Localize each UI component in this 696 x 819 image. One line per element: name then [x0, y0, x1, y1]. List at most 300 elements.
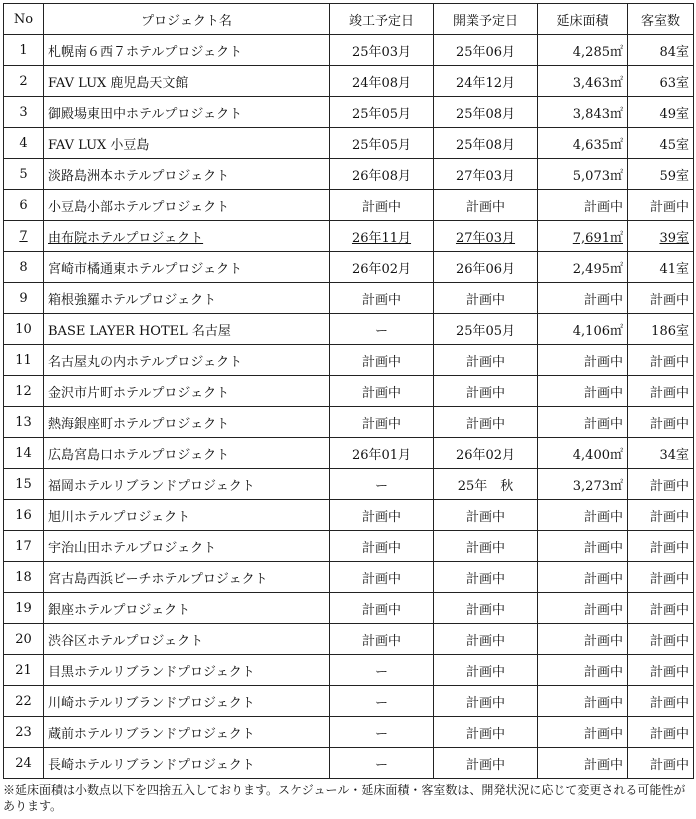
cell-rooms — [628, 717, 694, 748]
cell-floor-area — [538, 593, 628, 624]
cell-floor-area — [538, 407, 628, 438]
cell-floor-area — [538, 469, 628, 500]
header-opening-date: 開業予定日 — [434, 4, 538, 35]
cell-no-text: 19 — [15, 600, 32, 616]
cell-opening-date-text: 26年06月 — [455, 261, 516, 277]
cell-project-name — [44, 376, 330, 407]
cell-opening-date-text: 計画中 — [465, 726, 505, 742]
cell-floor-area — [538, 221, 628, 252]
cell-floor-area — [538, 314, 628, 345]
cell-no-text: 13 — [15, 414, 32, 430]
cell-completion-date-text: 計画中 — [361, 602, 401, 618]
cell-rooms-text: 計画中 — [649, 416, 689, 432]
cell-opening-date-text: 計画中 — [465, 509, 505, 525]
cell-completion-date-text: ー — [374, 757, 388, 773]
cell-rooms-text: 計画中 — [649, 757, 689, 773]
cell-rooms-text: 41室 — [659, 261, 689, 277]
cell-no — [4, 686, 44, 717]
cell-project-name-text: 宇治山田ホテルプロジェクト — [48, 540, 217, 556]
cell-floor-area — [538, 717, 628, 748]
cell-opening-date — [434, 717, 538, 748]
cell-rooms-text: 84室 — [659, 44, 689, 60]
cell-rooms — [628, 345, 694, 376]
cell-floor-area — [538, 748, 628, 779]
cell-no-text: 11 — [15, 352, 32, 368]
table-header — [4, 4, 694, 35]
cell-completion-date-text: 計画中 — [361, 509, 401, 525]
cell-no-text: 9 — [19, 290, 28, 306]
table-row — [4, 562, 694, 593]
cell-rooms-text: 計画中 — [649, 509, 689, 525]
cell-no — [4, 97, 44, 128]
cell-project-name-text: 旭川ホテルプロジェクト — [48, 509, 191, 525]
cell-completion-date — [330, 159, 434, 190]
cell-opening-date — [434, 97, 538, 128]
cell-floor-area-text: 計画中 — [583, 757, 623, 773]
cell-opening-date — [434, 469, 538, 500]
cell-floor-area — [538, 66, 628, 97]
header-row — [4, 4, 694, 35]
cell-project-name-text: 札幌南６西７ホテルプロジェクト — [48, 44, 243, 60]
cell-completion-date — [330, 717, 434, 748]
footnote: ※延床面積は小数点以下を四捨五入しております。スケジュール・延床面積・客室数は、開発状況に応じて変更される可能性があります。 — [3, 783, 686, 813]
table-row — [4, 314, 694, 345]
cell-opening-date-text: 計画中 — [465, 633, 505, 649]
cell-no — [4, 500, 44, 531]
cell-no — [4, 655, 44, 686]
cell-rooms — [628, 35, 694, 66]
cell-rooms — [628, 66, 694, 97]
cell-rooms-text: 計画中 — [649, 571, 689, 587]
cell-no — [4, 531, 44, 562]
cell-no — [4, 190, 44, 221]
cell-completion-date-text: 26年01月 — [351, 447, 412, 463]
cell-opening-date — [434, 283, 538, 314]
cell-rooms-text: 計画中 — [649, 478, 689, 494]
cell-no — [4, 252, 44, 283]
cell-no-text: 16 — [15, 507, 32, 523]
cell-project-name-text: FAV LUX 鹿児島天文館 — [48, 75, 189, 91]
cell-project-name-text: 長崎ホテルリブランドプロジェクト — [48, 757, 255, 773]
cell-project-name — [44, 128, 330, 159]
table-row — [4, 500, 694, 531]
cell-opening-date — [434, 593, 538, 624]
cell-completion-date-text: 計画中 — [361, 416, 401, 432]
cell-project-name — [44, 655, 330, 686]
cell-opening-date — [434, 438, 538, 469]
cell-no-text: 10 — [15, 321, 32, 337]
table-row — [4, 748, 694, 779]
cell-opening-date-text: 計画中 — [465, 540, 505, 556]
cell-completion-date — [330, 438, 434, 469]
cell-floor-area-text: 7,691㎡ — [572, 230, 623, 246]
cell-project-name — [44, 97, 330, 128]
cell-floor-area-text: 3,463㎡ — [572, 75, 623, 91]
cell-completion-date-text: ー — [374, 323, 388, 339]
cell-opening-date-text: 25年08月 — [455, 137, 516, 153]
cell-no — [4, 35, 44, 66]
cell-no — [4, 314, 44, 345]
cell-no — [4, 407, 44, 438]
cell-project-name-text: 金沢市片町ホテルプロジェクト — [48, 385, 230, 401]
cell-completion-date — [330, 345, 434, 376]
table-row — [4, 376, 694, 407]
cell-opening-date — [434, 531, 538, 562]
cell-rooms — [628, 221, 694, 252]
cell-project-name — [44, 717, 330, 748]
cell-project-name-text: 熱海銀座町ホテルプロジェクト — [48, 416, 230, 432]
cell-opening-date-text: 計画中 — [465, 695, 505, 711]
cell-project-name-text: FAV LUX 小豆島 — [48, 137, 150, 153]
cell-floor-area — [538, 500, 628, 531]
cell-rooms-text: 計画中 — [649, 726, 689, 742]
cell-opening-date — [434, 686, 538, 717]
cell-rooms-text: 63室 — [659, 75, 689, 91]
cell-rooms — [628, 252, 694, 283]
cell-completion-date — [330, 128, 434, 159]
cell-opening-date — [434, 500, 538, 531]
cell-project-name-text: BASE LAYER HOTEL 名古屋 — [48, 323, 231, 339]
cell-floor-area-text: 計画中 — [583, 571, 623, 587]
table-row — [4, 717, 694, 748]
cell-opening-date-text: 25年05月 — [455, 323, 516, 339]
cell-opening-date — [434, 35, 538, 66]
cell-rooms — [628, 376, 694, 407]
cell-completion-date — [330, 562, 434, 593]
cell-opening-date-text: 計画中 — [465, 292, 505, 308]
cell-opening-date-text: 計画中 — [465, 664, 505, 680]
cell-rooms — [628, 438, 694, 469]
cell-rooms-text: 計画中 — [649, 695, 689, 711]
cell-completion-date — [330, 407, 434, 438]
header-project-name: プロジェクト名 — [44, 4, 330, 35]
cell-project-name — [44, 345, 330, 376]
cell-completion-date — [330, 252, 434, 283]
cell-completion-date — [330, 593, 434, 624]
cell-no — [4, 469, 44, 500]
cell-floor-area — [538, 283, 628, 314]
cell-completion-date — [330, 376, 434, 407]
cell-rooms-text: 計画中 — [649, 385, 689, 401]
cell-project-name-text: 宮古島西浜ビーチホテルプロジェクト — [48, 571, 268, 587]
table-row — [4, 345, 694, 376]
cell-rooms-text: 計画中 — [649, 633, 689, 649]
table-body — [4, 35, 694, 779]
cell-rooms — [628, 314, 694, 345]
cell-project-name — [44, 314, 330, 345]
cell-completion-date — [330, 97, 434, 128]
cell-project-name — [44, 469, 330, 500]
cell-project-name — [44, 159, 330, 190]
cell-rooms — [628, 159, 694, 190]
cell-opening-date — [434, 190, 538, 221]
cell-rooms-text: 計画中 — [649, 292, 689, 308]
cell-floor-area-text: 計画中 — [583, 726, 623, 742]
cell-floor-area-text: 4,635㎡ — [572, 137, 623, 153]
cell-completion-date-text: 26年11月 — [351, 230, 412, 246]
cell-project-name — [44, 35, 330, 66]
cell-rooms — [628, 407, 694, 438]
cell-project-name-text: 淡路島洲本ホテルプロジェクト — [48, 168, 230, 184]
table-row — [4, 438, 694, 469]
cell-rooms-text: 59室 — [659, 168, 689, 184]
header-floor-area: 延床面積 — [538, 4, 628, 35]
cell-completion-date-text: 25年05月 — [351, 137, 412, 153]
cell-floor-area-text: 計画中 — [583, 354, 623, 370]
cell-completion-date — [330, 531, 434, 562]
cell-rooms — [628, 190, 694, 221]
table-row — [4, 469, 694, 500]
cell-no — [4, 376, 44, 407]
cell-project-name — [44, 252, 330, 283]
cell-completion-date-text: 26年08月 — [351, 168, 412, 184]
cell-completion-date-text: 計画中 — [361, 354, 401, 370]
header-rooms: 客室数 — [628, 4, 694, 35]
table-row — [4, 686, 694, 717]
cell-project-name-text: 御殿場東田中ホテルプロジェクト — [48, 106, 243, 122]
cell-floor-area — [538, 531, 628, 562]
cell-opening-date-text: 計画中 — [465, 385, 505, 401]
cell-rooms-text: 計画中 — [649, 602, 689, 618]
cell-project-name-text: 目黒ホテルリブランドプロジェクト — [48, 664, 255, 680]
cell-floor-area — [538, 252, 628, 283]
header-no: No — [4, 4, 44, 35]
cell-no — [4, 128, 44, 159]
cell-no-text: 6 — [19, 197, 28, 213]
cell-no — [4, 748, 44, 779]
cell-project-name-text: 由布院ホテルプロジェクト — [48, 230, 204, 246]
cell-project-name — [44, 500, 330, 531]
cell-opening-date — [434, 407, 538, 438]
cell-project-name-text: 広島宮島口ホテルプロジェクト — [48, 447, 230, 463]
cell-floor-area-text: 計画中 — [583, 695, 623, 711]
cell-completion-date-text: 計画中 — [361, 540, 401, 556]
cell-project-name — [44, 438, 330, 469]
table-row — [4, 283, 694, 314]
table-row — [4, 35, 694, 66]
cell-rooms-text: 34室 — [659, 447, 689, 463]
cell-opening-date-text: 26年02月 — [455, 447, 516, 463]
cell-completion-date — [330, 748, 434, 779]
cell-no-text: 1 — [19, 42, 28, 58]
cell-floor-area — [538, 686, 628, 717]
cell-no — [4, 562, 44, 593]
cell-completion-date-text: ー — [374, 664, 388, 680]
cell-no-text: 17 — [15, 538, 32, 554]
cell-project-name-text: 川崎ホテルリブランドプロジェクト — [48, 695, 255, 711]
cell-no — [4, 438, 44, 469]
cell-opening-date — [434, 66, 538, 97]
table-row — [4, 159, 694, 190]
cell-project-name-text: 名古屋丸の内ホテルプロジェクト — [48, 354, 243, 370]
cell-floor-area-text: 4,285㎡ — [572, 44, 623, 60]
cell-no-text: 3 — [19, 104, 28, 120]
table-row — [4, 128, 694, 159]
cell-rooms-text: 39室 — [659, 230, 689, 246]
cell-project-name-text: 福岡ホテルリブランドプロジェクト — [48, 478, 255, 494]
cell-floor-area-text: 5,073㎡ — [572, 168, 623, 184]
cell-rooms — [628, 500, 694, 531]
cell-no-text: 22 — [15, 693, 32, 709]
cell-opening-date — [434, 376, 538, 407]
cell-rooms-text: 計画中 — [649, 664, 689, 680]
cell-project-name-text: 蔵前ホテルリブランドプロジェクト — [48, 726, 255, 742]
cell-no — [4, 66, 44, 97]
cell-no-text: 5 — [19, 166, 28, 182]
cell-floor-area-text: 4,106㎡ — [572, 323, 623, 339]
cell-project-name — [44, 283, 330, 314]
cell-rooms-text: 計画中 — [649, 354, 689, 370]
cell-opening-date — [434, 345, 538, 376]
cell-opening-date — [434, 314, 538, 345]
cell-floor-area-text: 計画中 — [583, 633, 623, 649]
cell-completion-date-text: 24年08月 — [351, 75, 412, 91]
cell-floor-area-text: 計画中 — [583, 602, 623, 618]
cell-floor-area — [538, 562, 628, 593]
cell-floor-area — [538, 655, 628, 686]
cell-opening-date-text: 計画中 — [465, 571, 505, 587]
cell-no-text: 18 — [15, 569, 32, 585]
cell-project-name — [44, 686, 330, 717]
cell-no — [4, 593, 44, 624]
cell-rooms — [628, 748, 694, 779]
cell-rooms — [628, 97, 694, 128]
cell-completion-date-text: 計画中 — [361, 292, 401, 308]
cell-completion-date — [330, 221, 434, 252]
cell-completion-date-text: 計画中 — [361, 385, 401, 401]
cell-rooms — [628, 686, 694, 717]
cell-opening-date-text: 計画中 — [465, 199, 505, 215]
cell-project-name — [44, 190, 330, 221]
table-row — [4, 593, 694, 624]
cell-floor-area-text: 4,400㎡ — [572, 447, 623, 463]
cell-opening-date-text: 27年03月 — [455, 168, 516, 184]
cell-completion-date-text: 26年02月 — [351, 261, 412, 277]
cell-project-name — [44, 748, 330, 779]
cell-opening-date-text: 24年12月 — [455, 75, 516, 91]
cell-opening-date — [434, 655, 538, 686]
cell-floor-area-text: 2,495㎡ — [572, 261, 623, 277]
cell-rooms — [628, 593, 694, 624]
cell-rooms-text: 計画中 — [649, 540, 689, 556]
cell-floor-area-text: 計画中 — [583, 385, 623, 401]
cell-rooms-text: 49室 — [659, 106, 689, 122]
cell-floor-area — [538, 438, 628, 469]
cell-rooms — [628, 531, 694, 562]
cell-opening-date-text: 25年06月 — [455, 44, 516, 60]
cell-completion-date-text: 25年03月 — [351, 44, 412, 60]
cell-floor-area-text: 計画中 — [583, 664, 623, 680]
cell-floor-area-text: 計画中 — [583, 416, 623, 432]
cell-opening-date — [434, 159, 538, 190]
cell-no-text: 2 — [19, 73, 28, 89]
table-row — [4, 221, 694, 252]
cell-completion-date — [330, 283, 434, 314]
cell-opening-date — [434, 128, 538, 159]
cell-no — [4, 717, 44, 748]
cell-completion-date-text: 25年05月 — [351, 106, 412, 122]
cell-completion-date-text: 計画中 — [361, 571, 401, 587]
cell-completion-date — [330, 35, 434, 66]
cell-no-text: 14 — [15, 445, 32, 461]
cell-completion-date-text: ー — [374, 695, 388, 711]
cell-no-text: 12 — [15, 383, 32, 399]
cell-project-name-text: 宮崎市橘通東ホテルプロジェクト — [48, 261, 243, 277]
cell-floor-area-text: 計画中 — [583, 292, 623, 308]
cell-rooms — [628, 655, 694, 686]
cell-project-name — [44, 531, 330, 562]
cell-opening-date-text: 計画中 — [465, 602, 505, 618]
cell-floor-area-text: 計画中 — [583, 540, 623, 556]
cell-completion-date — [330, 655, 434, 686]
cell-no — [4, 159, 44, 190]
cell-floor-area-text: 計画中 — [583, 509, 623, 525]
cell-rooms-text: 45室 — [659, 137, 689, 153]
cell-completion-date — [330, 66, 434, 97]
cell-opening-date-text: 25年 秋 — [457, 478, 514, 494]
table-row — [4, 624, 694, 655]
cell-no-text: 20 — [15, 631, 32, 647]
table-row — [4, 531, 694, 562]
cell-completion-date-text: 計画中 — [361, 199, 401, 215]
cell-project-name — [44, 624, 330, 655]
cell-no — [4, 283, 44, 314]
cell-opening-date — [434, 748, 538, 779]
cell-project-name-text: 銀座ホテルプロジェクト — [48, 602, 191, 618]
cell-completion-date — [330, 314, 434, 345]
cell-opening-date — [434, 221, 538, 252]
cell-rooms-text: 計画中 — [649, 199, 689, 215]
table-row — [4, 252, 694, 283]
table-row — [4, 97, 694, 128]
cell-completion-date — [330, 469, 434, 500]
cell-no — [4, 624, 44, 655]
cell-completion-date-text: 計画中 — [361, 633, 401, 649]
cell-no — [4, 345, 44, 376]
cell-floor-area — [538, 97, 628, 128]
cell-project-name-text: 渋谷区ホテルプロジェクト — [48, 633, 204, 649]
cell-no-text: 21 — [15, 662, 32, 678]
cell-project-name — [44, 66, 330, 97]
cell-completion-date-text: ー — [374, 478, 388, 494]
cell-rooms-text: 186室 — [651, 323, 689, 339]
cell-floor-area — [538, 624, 628, 655]
header-completion-date: 竣工予定日 — [330, 4, 434, 35]
cell-floor-area — [538, 345, 628, 376]
cell-completion-date — [330, 500, 434, 531]
cell-no-text: 23 — [15, 724, 32, 740]
cell-rooms — [628, 469, 694, 500]
cell-rooms — [628, 562, 694, 593]
table-row — [4, 655, 694, 686]
cell-no-text: 24 — [15, 755, 32, 771]
cell-opening-date — [434, 562, 538, 593]
cell-opening-date — [434, 252, 538, 283]
cell-no-text: 8 — [19, 259, 28, 275]
table-row — [4, 66, 694, 97]
cell-floor-area — [538, 128, 628, 159]
cell-no-text: 4 — [19, 135, 28, 151]
cell-floor-area — [538, 190, 628, 221]
cell-no-text: 7 — [19, 228, 28, 244]
table-row — [4, 190, 694, 221]
cell-no-text: 15 — [15, 476, 32, 492]
cell-project-name-text: 小豆島小部ホテルプロジェクト — [48, 199, 230, 215]
hotel-project-table — [3, 3, 694, 779]
cell-opening-date-text: 計画中 — [465, 416, 505, 432]
cell-completion-date — [330, 686, 434, 717]
cell-no — [4, 221, 44, 252]
